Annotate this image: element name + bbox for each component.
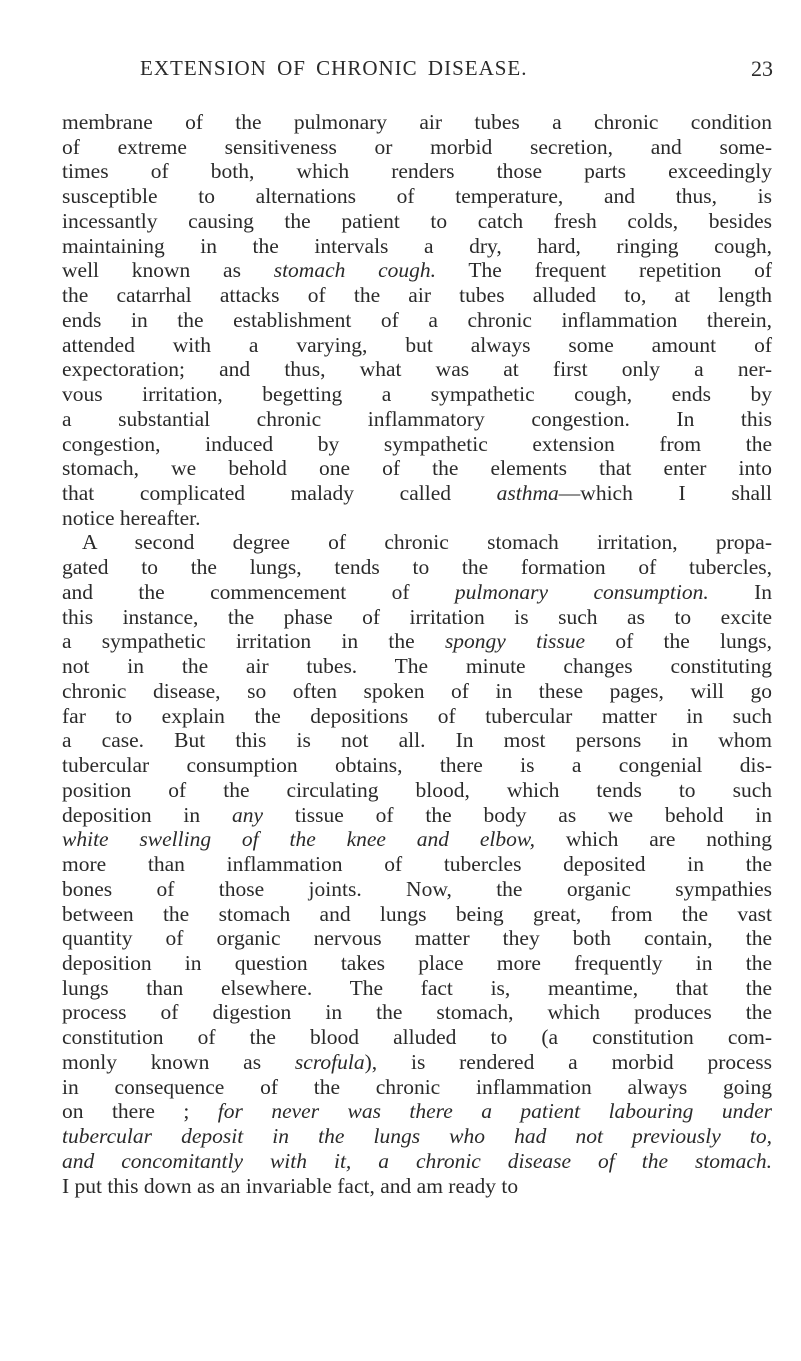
italic-text: white swelling of the knee and elbow, (62, 827, 535, 852)
text-line (62, 283, 772, 308)
italic-text: tubercular deposit in the lungs who had not previously to, (62, 1124, 772, 1149)
text-line (62, 234, 772, 259)
text-line (62, 877, 772, 902)
text-segment: position of the circulating blood, which tends to such (62, 777, 772, 802)
text-segment: of the lungs, (585, 629, 772, 654)
text-line (62, 555, 772, 580)
text-segment: expectoration; and thus, what was at first only a ner- (62, 357, 772, 382)
text-line (62, 1025, 772, 1050)
text-line (62, 902, 772, 927)
text-segment: ends in the establishment of a chronic inflammation therein, (62, 307, 772, 332)
text-segment: between the stomach and lungs being great, from the vast (62, 901, 772, 926)
text-segment: not in the air tubes. The minute changes constituting (62, 654, 772, 679)
text-line (62, 308, 772, 333)
text-line (62, 976, 772, 1001)
text-line (62, 654, 772, 679)
text-line (62, 926, 772, 951)
text-line (62, 382, 772, 407)
text-line (62, 135, 772, 160)
text-segment: membrane of the pulmonary air tubes a chronic condition (62, 110, 772, 134)
text-segment: maintaining in the intervals a dry, hard, ringing cough, (62, 233, 772, 258)
text-segment: tissue of the body as we behold in (263, 802, 772, 827)
text-segment: attended with a varying, but always some amount of (62, 332, 772, 357)
italic-text: any (231, 802, 264, 827)
text-segment: in consequence of the chronic inflammation always going (62, 1074, 772, 1099)
text-segment: far to explain the depositions of tubercular matter in such (62, 703, 772, 728)
text-segment: and the commencement of (62, 579, 455, 604)
italic-text: scrofula (294, 1049, 365, 1074)
text-line (62, 753, 772, 778)
italic-text: stomach cough. (273, 258, 437, 283)
text-line (62, 333, 772, 358)
text-segment: the catarrhal attacks of the air tubes alluded to, at length (62, 283, 772, 308)
text-segment: deposition in (62, 802, 232, 827)
text-segment: gated to the lungs, tends to the formation of tubercles, (62, 555, 772, 580)
text-segment: this instance, the phase of irritation is such as to excite (62, 604, 772, 629)
italic-text: for never was there a patient labouring under (217, 1099, 772, 1124)
text-line (62, 506, 772, 531)
text-segment: constitution of the blood alluded to (a constitution com- (62, 1025, 772, 1050)
text-line (62, 1149, 772, 1174)
text-segment: A second degree of chronic stomach irritation, propa- (82, 530, 772, 555)
text-segment: that complicated malady called (62, 481, 497, 506)
text-line (62, 951, 772, 976)
text-segment: chronic disease, so often spoken of in these pages, will go (62, 678, 772, 703)
text-segment: quantity of organic nervous matter they both contain, the (62, 926, 772, 951)
text-line (62, 629, 772, 654)
text-line (62, 1075, 772, 1100)
text-segment: The frequent repetition of (436, 258, 772, 283)
text-segment: —which I shall (558, 481, 772, 506)
text-line (62, 605, 772, 630)
text-segment: monly known as (62, 1049, 295, 1074)
text-segment: of extreme sensitiveness or morbid secretion, and some- (62, 134, 772, 159)
text-line (62, 803, 772, 828)
text-segment: which are nothing (535, 827, 772, 852)
italic-text: pulmonary consumption. (454, 579, 709, 604)
italic-text: spongy tissue (444, 629, 586, 654)
text-segment: stomach, we behold one of the elements that enter into (62, 456, 772, 481)
text-line (62, 679, 772, 704)
text-segment: on there ; (62, 1099, 218, 1124)
text-line (62, 184, 772, 209)
text-line (62, 258, 772, 283)
body-text (62, 110, 772, 1198)
text-line (62, 530, 772, 555)
italic-text: and concomitantly with it, a chronic disease of the stomach. (62, 1148, 772, 1173)
text-line (62, 778, 772, 803)
text-segment: a substantial chronic inflammatory congestion. In this (62, 406, 772, 431)
text-line (62, 827, 772, 852)
text-segment: susceptible to alternations of temperature, and thus, is (62, 184, 772, 209)
italic-text: asthma (496, 481, 559, 506)
text-segment: well known as (62, 258, 274, 283)
text-line (62, 407, 772, 432)
text-line (62, 1099, 772, 1124)
text-segment: In (708, 579, 773, 604)
text-segment: notice hereafter. (62, 505, 201, 530)
text-segment: a sympathetic irritation in the (62, 629, 445, 654)
text-line (62, 1050, 772, 1075)
text-line (62, 159, 772, 184)
text-segment: tubercular consumption obtains, there is a congenial dis- (62, 753, 772, 778)
text-segment: more than inflammation of tubercles deposited in the (62, 852, 772, 877)
text-line (62, 704, 772, 729)
text-line (62, 432, 772, 457)
text-segment: lungs than elsewhere. The fact is, meantime, that the (62, 975, 772, 1000)
text-segment: times of both, which renders those parts exceedingly (62, 159, 772, 184)
text-line (62, 1000, 772, 1025)
running-title: EXTENSION OF CHRONIC DISEASE. (140, 56, 528, 80)
running-head (140, 56, 773, 86)
text-segment: a case. But this is not all. In most persons in whom (62, 728, 772, 753)
text-segment: deposition in question takes place more frequently in the (62, 950, 772, 975)
text-line (62, 481, 772, 506)
page-number: 23 (751, 56, 773, 81)
text-line (62, 1124, 772, 1149)
text-line (62, 852, 772, 877)
text-line (62, 580, 772, 605)
text-segment: bones of those joints. Now, the organic sympathies (62, 876, 772, 901)
text-line (62, 456, 772, 481)
text-line (62, 110, 772, 135)
text-segment: process of digestion in the stomach, which produces the (62, 1000, 772, 1025)
text-segment: congestion, induced by sympathetic extension from the (62, 431, 772, 456)
text-line (62, 357, 772, 382)
text-segment: ), is rendered a morbid process (364, 1049, 772, 1074)
text-segment: I put this down as an invariable fact, and am ready to (62, 1173, 519, 1198)
text-line (62, 209, 772, 234)
text-segment: incessantly causing the patient to catch fresh colds, besides (62, 208, 772, 233)
text-line (62, 728, 772, 753)
text-segment: vous irritation, begetting a sympathetic cough, ends by (62, 382, 772, 407)
text-line (62, 1174, 772, 1199)
